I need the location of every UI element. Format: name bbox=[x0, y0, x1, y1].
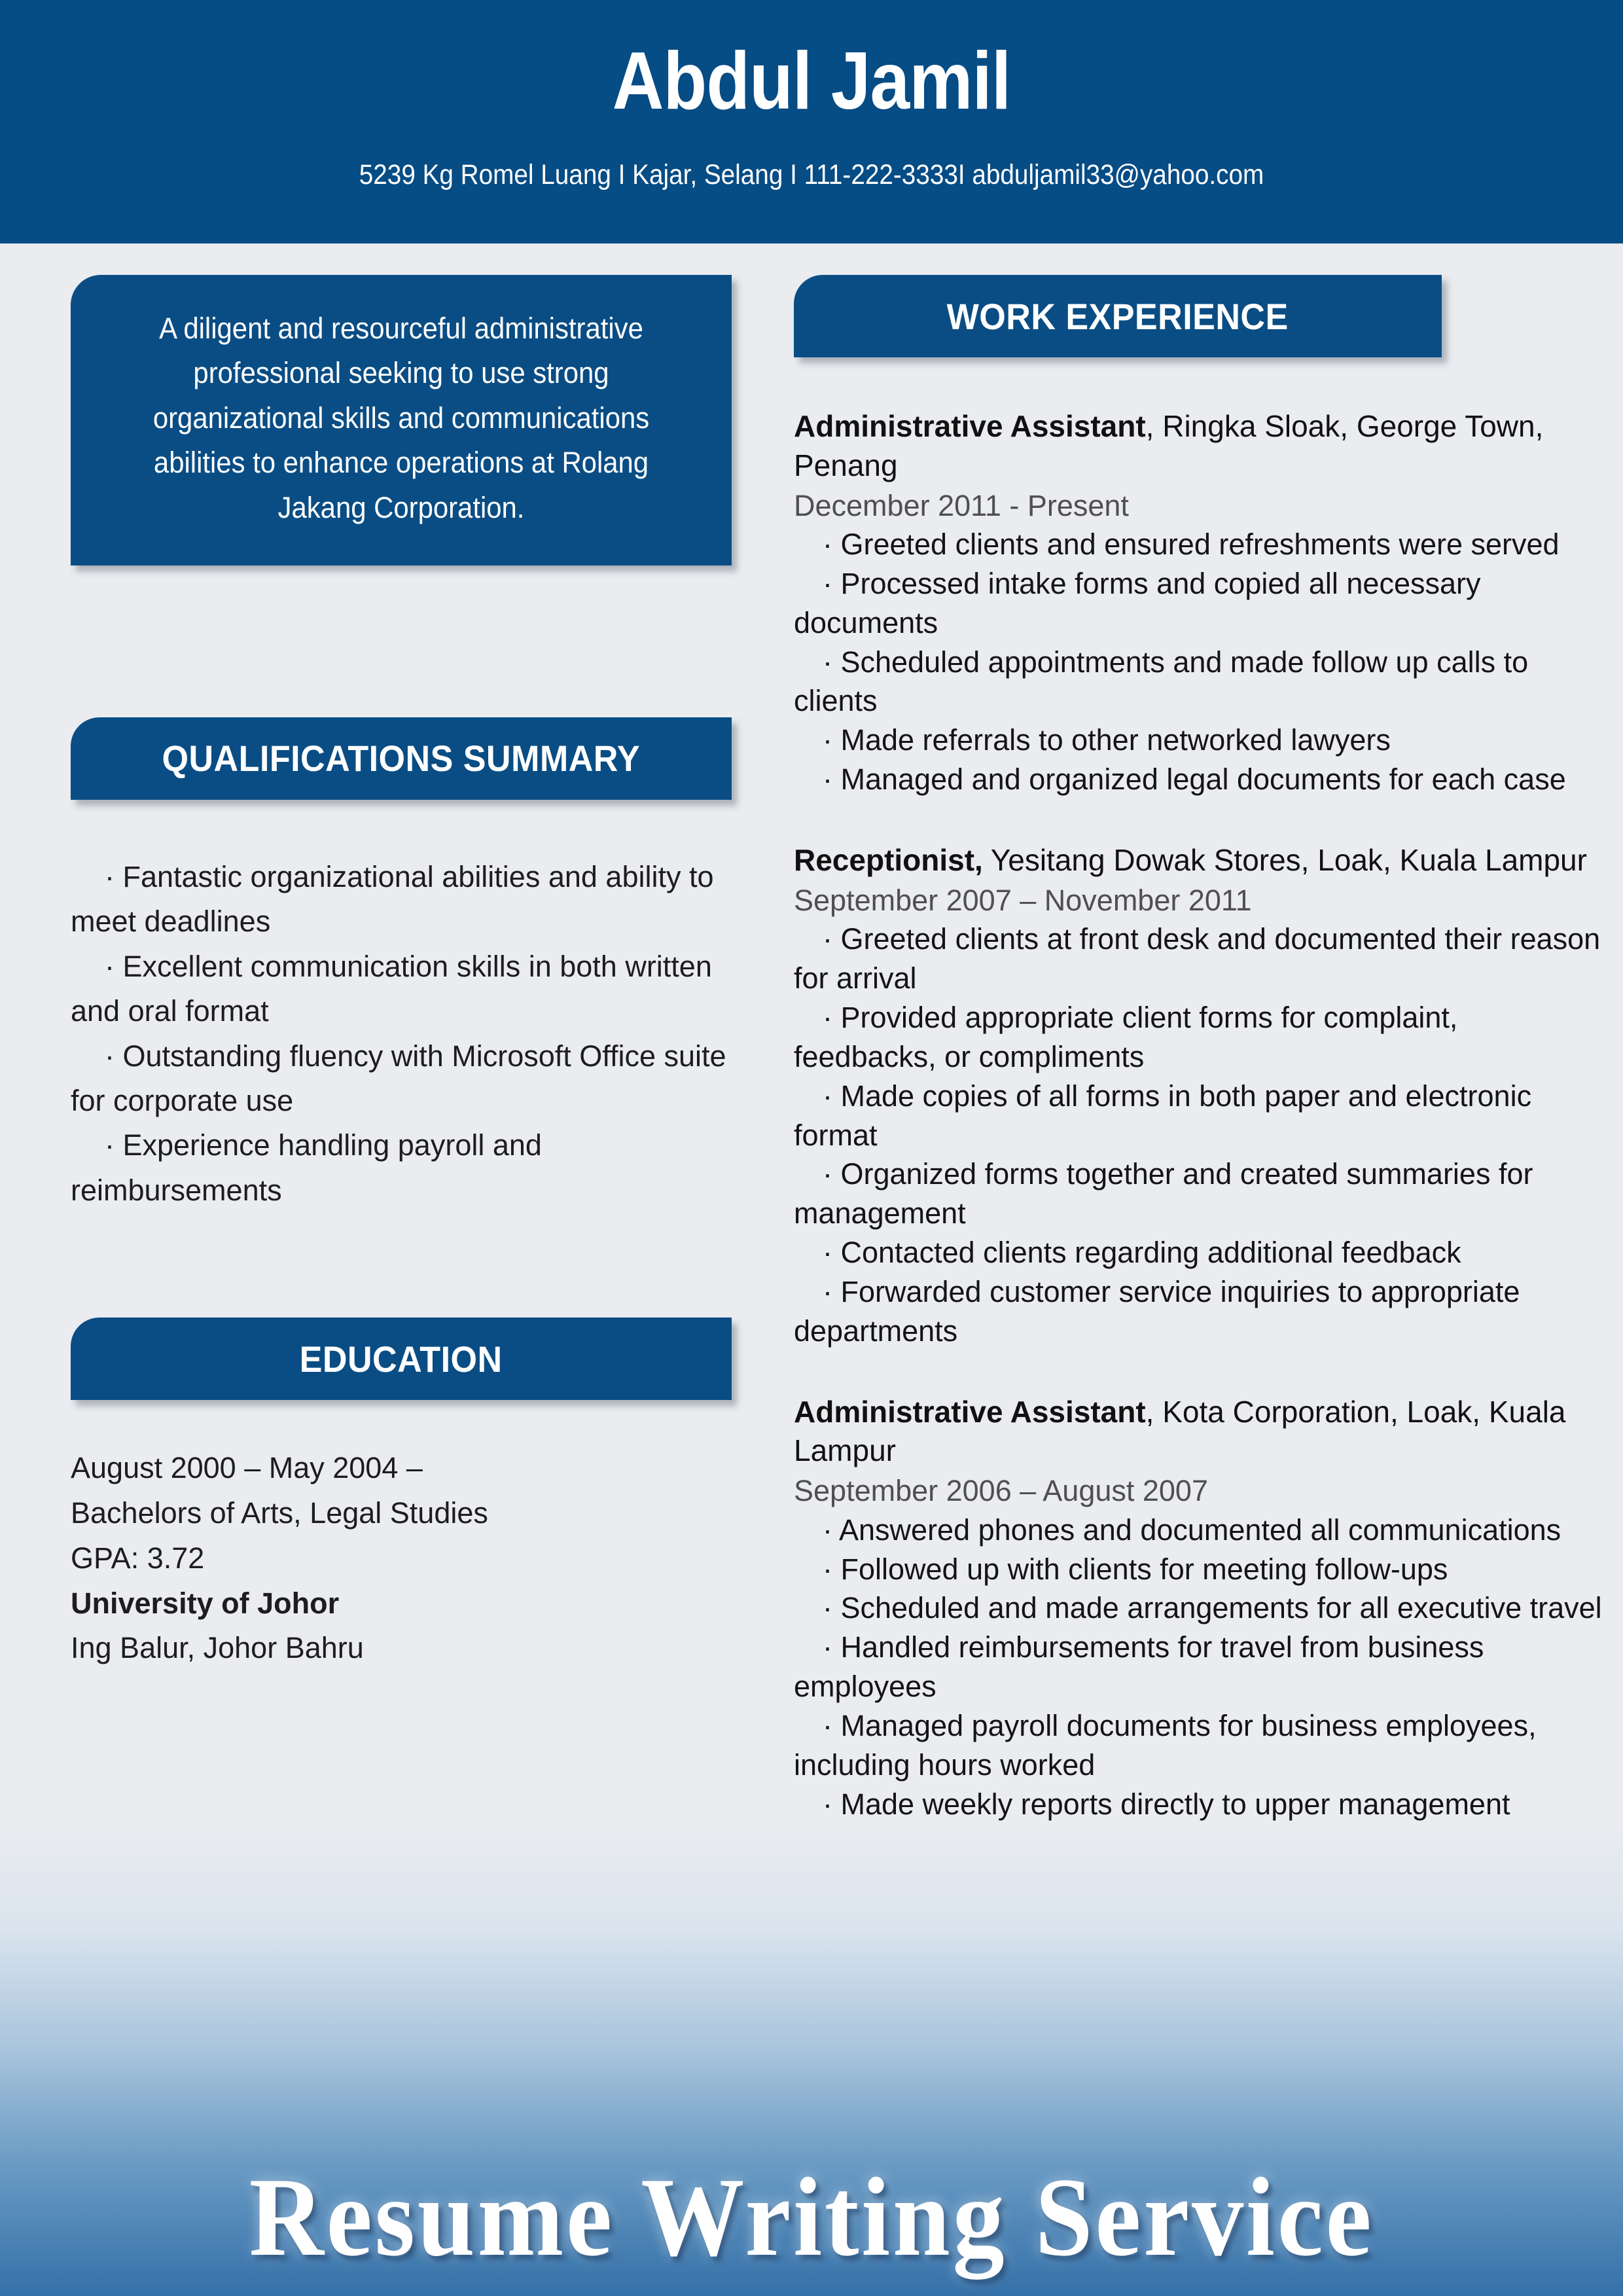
section-header-qualifications bbox=[71, 717, 732, 800]
job-bullet: · Managed payroll documents for business employees, including hours worked bbox=[794, 1708, 1537, 1782]
job-bullet: · Contacted clients regarding additional feedback bbox=[823, 1236, 1461, 1270]
job-bullet: · Handled reimbursements for travel from business employees bbox=[794, 1630, 1484, 1704]
job-bullet: · Made referrals to other networked lawyers bbox=[823, 723, 1391, 757]
job-heading bbox=[794, 1393, 1605, 1471]
job-company: , Ringka Sloak, George Town, Penang bbox=[794, 409, 1544, 482]
footer-watermark: Resume Writing Service bbox=[249, 2155, 1374, 2280]
list-item: · Experience handling payroll and reimbursements bbox=[71, 1128, 542, 1207]
job-bullet-list bbox=[794, 920, 1605, 1350]
candidate-name: Abdul Jamil bbox=[612, 36, 1011, 126]
education-dates: August 2000 – May 2004 – bbox=[71, 1451, 423, 1485]
candidate-contact-line: 5239 Kg Romel Luang I Kajar, Selang I 111-222-3333I abduljamil33@yahoo.com bbox=[359, 159, 1264, 190]
job-bullet: · Provided appropriate client forms for complaint, feedbacks, or compliments bbox=[794, 1000, 1458, 1073]
section-title-qualifications: QUALIFICATIONS SUMMARY bbox=[162, 738, 641, 780]
profile-summary-box bbox=[71, 275, 732, 565]
job-bullet: · Scheduled and made arrangements for all executive travel bbox=[823, 1591, 1602, 1625]
right-column bbox=[794, 275, 1605, 1823]
job-dates: September 2006 – August 2007 bbox=[794, 1474, 1208, 1508]
job-bullet: · Organized forms together and created summaries for management bbox=[794, 1157, 1533, 1230]
list-item: · Fantastic organizational abilities and ability to meet deadlines bbox=[71, 859, 714, 939]
education-school: University of Johor bbox=[71, 1586, 340, 1620]
job-bullet: · Scheduled appointments and made follow up calls to clients bbox=[794, 645, 1529, 718]
job-title: Administrative Assistant bbox=[794, 409, 1146, 443]
education-degree: Bachelors of Arts, Legal Studies bbox=[71, 1496, 488, 1530]
job-bullet-list bbox=[794, 525, 1605, 799]
job-bullet: · Greeted clients at front desk and documented their reason for arrival bbox=[794, 922, 1601, 996]
job-entry bbox=[794, 1393, 1605, 1824]
profile-summary-text: A diligent and resourceful administrative professional seeking to use strong organizational skills and communications abilities to enhance operations at Rolang Jakang Corporation. bbox=[152, 312, 650, 524]
job-dates: December 2011 - Present bbox=[794, 488, 1129, 522]
qualifications-list bbox=[71, 855, 732, 1213]
list-item: · Outstanding fluency with Microsoft Office suite for corporate use bbox=[71, 1039, 726, 1117]
work-experience-list bbox=[794, 407, 1605, 1823]
section-header-work-experience bbox=[794, 275, 1442, 357]
job-bullet: · Processed intake forms and copied all necessary documents bbox=[794, 566, 1481, 639]
education-block bbox=[71, 1446, 732, 1671]
job-bullet: · Answered phones and documented all communications bbox=[823, 1513, 1561, 1547]
job-bullet: · Made copies of all forms in both paper and electronic format bbox=[794, 1079, 1532, 1152]
job-heading bbox=[794, 407, 1605, 486]
job-bullet: · Managed and organized legal documents for each case bbox=[823, 762, 1566, 797]
job-bullet: · Forwarded customer service inquiries to appropriate departments bbox=[794, 1274, 1520, 1348]
section-title-education: EDUCATION bbox=[300, 1338, 503, 1380]
list-item: · Excellent communication skills in both written and oral format bbox=[71, 949, 712, 1028]
section-title-work-experience: WORK EXPERIENCE bbox=[946, 295, 1289, 337]
job-bullet: · Greeted clients and ensured refreshments were served bbox=[823, 528, 1560, 562]
job-heading bbox=[794, 841, 1605, 880]
job-company: , Kota Corporation, Loak, Kuala Lampur bbox=[794, 1394, 1566, 1468]
job-entry bbox=[794, 841, 1605, 1351]
job-title: Receptionist, bbox=[794, 843, 983, 877]
section-header-education bbox=[71, 1318, 732, 1400]
job-company: Yesitang Dowak Stores, Loak, Kuala Lampur bbox=[982, 843, 1587, 877]
job-bullet: · Followed up with clients for meeting follow-ups bbox=[823, 1552, 1448, 1586]
job-entry bbox=[794, 407, 1605, 799]
job-title: Administrative Assistant bbox=[794, 1394, 1146, 1429]
job-bullet: · Made weekly reports directly to upper management bbox=[823, 1787, 1510, 1821]
job-bullet-list bbox=[794, 1511, 1605, 1824]
education-school-location: Ing Balur, Johor Bahru bbox=[71, 1631, 364, 1665]
left-column bbox=[71, 275, 732, 1671]
education-gpa: GPA: 3.72 bbox=[71, 1541, 205, 1575]
resume-header-banner bbox=[0, 0, 1623, 243]
job-dates: September 2007 – November 2011 bbox=[794, 883, 1252, 917]
